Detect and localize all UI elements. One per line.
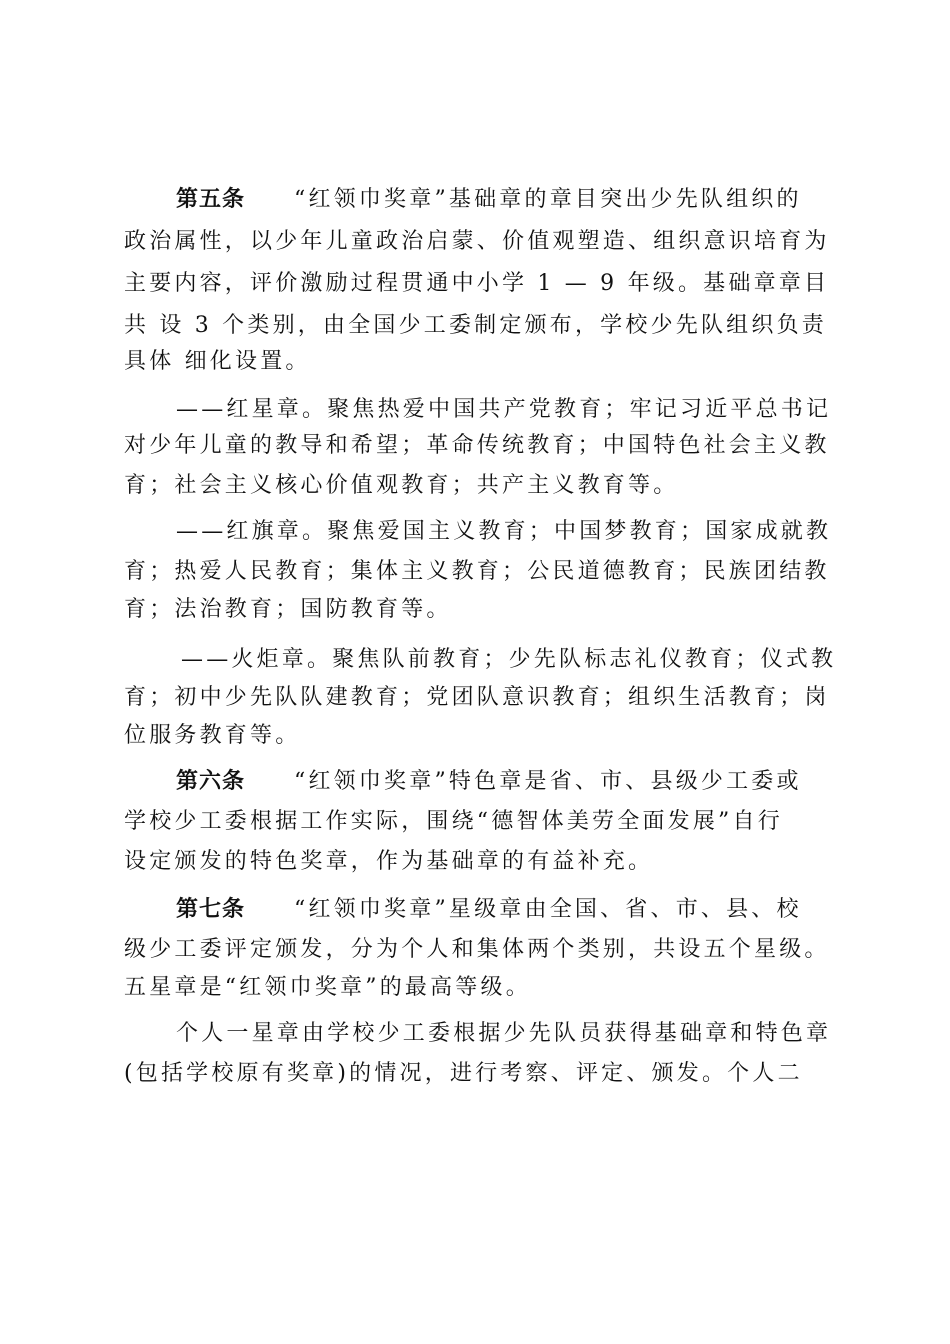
article5-line-5: 具体 细化设置。 xyxy=(124,349,311,374)
personal-line-1: 个人一星章由学校少工委根据少先队员获得基础章和特色章 xyxy=(176,1021,832,1046)
article5-heading: 第五条 xyxy=(176,187,246,212)
article5-line-3: 主要内容，评价激励过程贯通中小学 1 — 9 年级。基础章章目 xyxy=(124,271,830,296)
article5-line-1 xyxy=(176,184,834,216)
article6-line-1 xyxy=(176,766,834,798)
article7-line-1 xyxy=(176,894,834,926)
article7-text-1: “红领巾奖章”星级章由全国、省、市、县、校 xyxy=(294,897,802,922)
red-star-line-2: 对少年儿童的教导和希望；革命传统教育；中国特色社会主义教 xyxy=(124,433,830,458)
article5-line-4: 共 设 3 个类别，由全国少工委制定颁布，学校少先队组织负责 xyxy=(124,313,827,338)
torch-line-3: 位服务教育等。 xyxy=(124,723,301,748)
red-flag-line-1: ——红旗章。聚焦爱国主义教育；中国梦教育；国家成就教 xyxy=(176,519,832,544)
article5-line-2: 政治属性，以少年儿童政治启蒙、价值观塑造、组织意识培育为 xyxy=(124,229,830,254)
red-star-line-1: ——红星章。聚焦热爱中国共产党教育；牢记习近平总书记 xyxy=(176,397,832,422)
red-star-line-3: 育；社会主义核心价值观教育；共产主义教育等。 xyxy=(124,473,679,498)
torch-line-2: 育；初中少先队队建教育；党团队意识教育；组织生活教育；岗 xyxy=(124,685,830,710)
personal-line-2: (包括学校原有奖章)的情况，进行考察、评定、颁发。个人二 xyxy=(124,1061,803,1086)
article5-text-1: “红领巾奖章”基础章的章目突出少先队组织的 xyxy=(294,187,802,212)
article6-line-3: 设定颁发的特色奖章，作为基础章的有益补充。 xyxy=(124,849,654,874)
article7-line-2: 级少工委评定颁发，分为个人和集体两个类别，共设五个星级。 xyxy=(124,937,830,962)
article7-heading: 第七条 xyxy=(176,897,246,922)
torch-line-1: ——火炬章。聚焦队前教育；少先队标志礼仪教育；仪式教 xyxy=(181,647,837,672)
article6-line-2: 学校少工委根据工作实际，围绕“德智体美劳全面发展”自行 xyxy=(124,809,783,834)
article7-line-3: 五星章是“红领巾奖章”的最高等级。 xyxy=(124,975,531,1000)
red-flag-line-3: 育；法治教育；国防教育等。 xyxy=(124,597,452,622)
article6-text-1: “红领巾奖章”特色章是省、市、县级少工委或 xyxy=(294,769,802,794)
red-flag-line-2: 育；热爱人民教育；集体主义教育；公民道德教育；民族团结教 xyxy=(124,559,830,584)
article6-heading: 第六条 xyxy=(176,769,246,794)
